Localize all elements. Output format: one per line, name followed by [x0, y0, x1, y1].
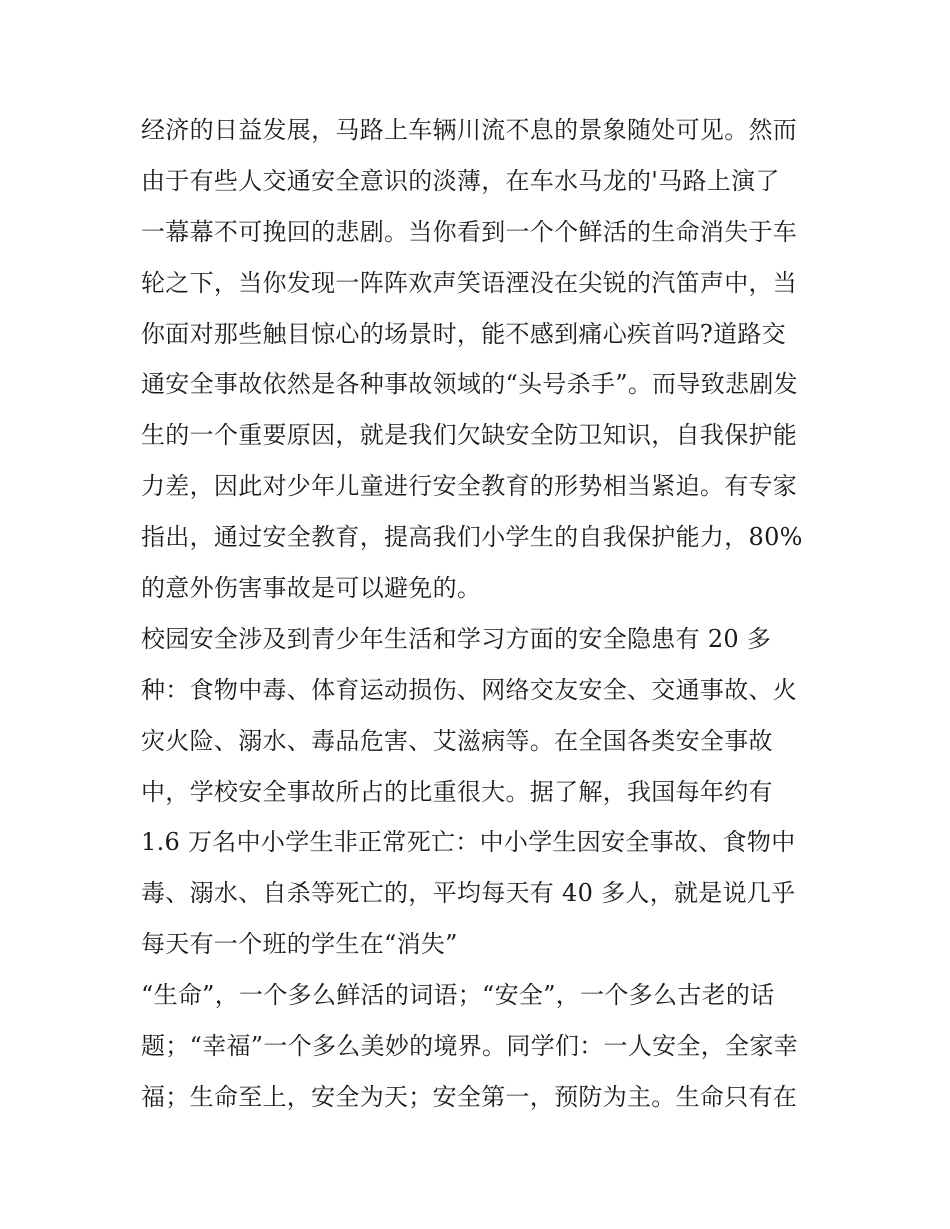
- paragraph-1: [141, 105, 821, 614]
- text-line: 力差，因此对少年儿童进行安全教育的形势相当紧迫。有专家: [141, 472, 798, 501]
- text-line: 校园安全涉及到青少年生活和学习方面的安全隐患有 20 多: [141, 624, 772, 653]
- text-line: 由于有些人交通安全意识的淡薄，在车水马龙的'马路上演了: [141, 166, 780, 195]
- text-line: 每天有一个班的学生在“消失”: [141, 930, 458, 959]
- text-line: 经济的日益发展，马路上车辆川流不息的景象随处可见。然而: [141, 116, 798, 144]
- text-line: 中，学校安全事故所占的比重很大。据了解，我国每年约有: [141, 777, 773, 806]
- text-line: 一幕幕不可挽回的悲剧。当你看到一个个鲜活的生命消失于车: [141, 217, 798, 246]
- text-line: 种：食物中毒、体育运动损伤、网络交友安全、交通事故、火: [141, 675, 798, 704]
- text-line: 你面对那些触目惊心的场景时，能不感到痛心疾首吗?道路交: [141, 319, 786, 348]
- text-line: 指出，通过安全教育，提高我们小学生的自我保护能力，80%: [141, 523, 803, 552]
- text-line: 福；生命至上，安全为天；安全第一，预防为主。生命只有在: [141, 1082, 798, 1111]
- text-line: 题；“幸福”一个多么美妙的境界。同学们：一人安全，全家幸: [141, 1032, 798, 1061]
- text-line: 轮之下，当你发现一阵阵欢声笑语湮没在尖锐的汽笛声中，当: [141, 268, 798, 297]
- text-line: 灾火险、溺水、毒品危害、艾滋病等。在全国各类安全事故: [141, 726, 773, 755]
- text-line: “生命”，一个多么鲜活的词语；“安全”，一个多么古老的话: [141, 981, 775, 1010]
- text-line: 的意外伤害事故是可以避免的。: [141, 574, 482, 603]
- paragraph-2: [141, 614, 821, 970]
- text-line: 1.6 万名中小学生非正常死亡：中小学生因安全事故、食物中: [141, 828, 796, 857]
- text-line: 通安全事故依然是各种事故领域的“头号杀手”。而导致悲剧发: [141, 370, 798, 399]
- text-line: 生的一个重要原因，就是我们欠缺安全防卫知识，自我保护能: [141, 421, 798, 450]
- paragraph-3: [141, 970, 821, 1123]
- document-body: [141, 105, 821, 1123]
- text-line: 毒、溺水、自杀等死亡的，平均每天有 40 多人，就是说几乎: [141, 879, 796, 908]
